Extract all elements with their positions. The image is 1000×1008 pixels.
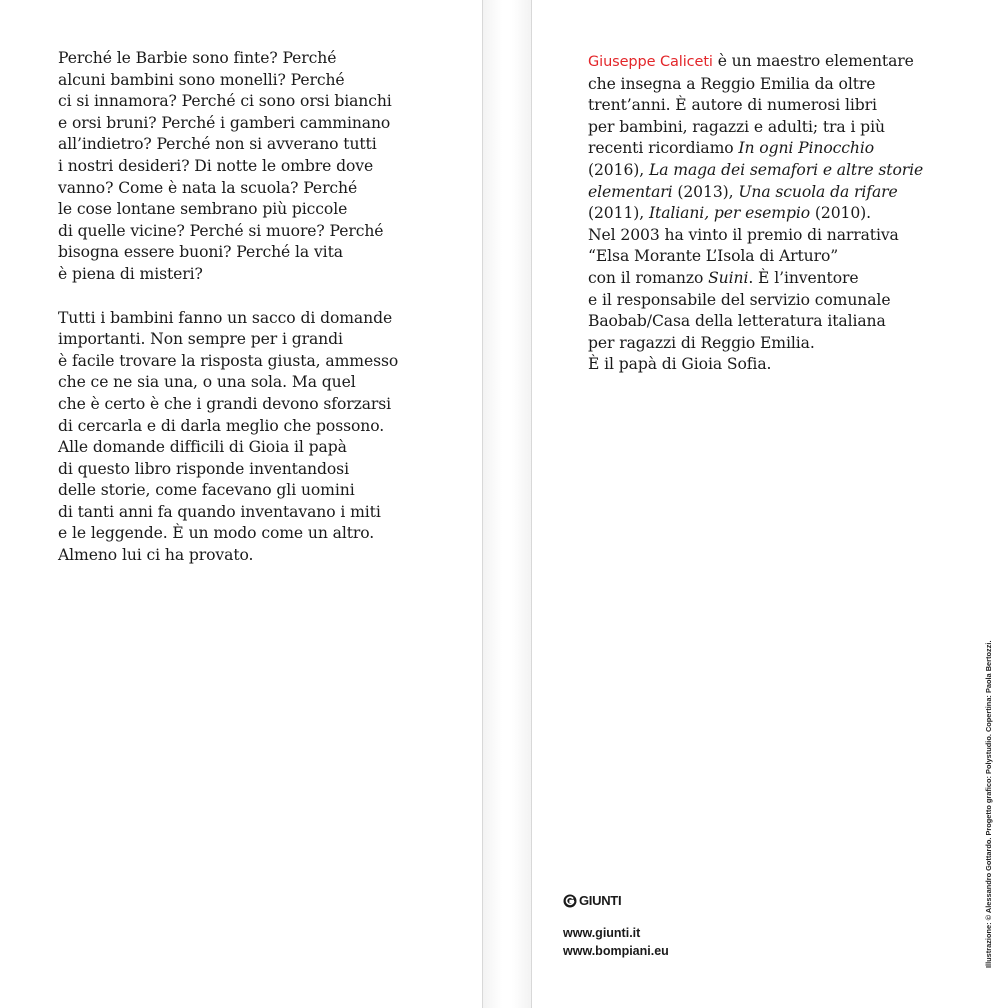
- bio-line: trent’anni. È autore di numerosi libri: [588, 96, 877, 115]
- bio-text: (2011),: [588, 204, 649, 223]
- paragraph-gap: [58, 286, 458, 308]
- text-line: e le leggende. È un modo come un altro.: [58, 524, 375, 543]
- bio-line: [588, 51, 988, 74]
- bio-line: “Elsa Morante L’Isola di Arturo”: [588, 247, 839, 266]
- blurb-paragraph-2: [58, 308, 458, 567]
- text-line: che ce ne sia una, o una sola. Ma quel: [58, 373, 356, 392]
- bio-text: (2013),: [672, 182, 739, 201]
- giunti-logo-icon: [563, 894, 577, 908]
- text-line: Almeno lui ci ha provato.: [58, 546, 254, 565]
- book-title: La maga dei semafori e altre storie: [648, 160, 924, 179]
- bio-line: [588, 268, 988, 290]
- bio-line: [588, 160, 988, 182]
- bio-text: è un maestro elementare: [712, 52, 914, 70]
- publisher-url-bompiani[interactable]: www.bompiani.eu: [563, 944, 669, 958]
- bio-text: recenti ricordiamo: [588, 139, 739, 158]
- bio-line: [588, 138, 988, 160]
- author-name: Giuseppe Caliceti: [588, 54, 713, 70]
- text-line: Perché le Barbie sono finte? Perché: [58, 49, 337, 67]
- bio-line: che insegna a Reggio Emilia da oltre: [588, 74, 876, 93]
- book-title: Suini: [708, 268, 749, 287]
- text-line: bisogna essere buoni? Perché la vita: [58, 243, 343, 262]
- bio-line: per bambini, ragazzi e adulti; tra i più: [588, 117, 885, 136]
- bio-text: . È l’inventore: [748, 268, 859, 287]
- book-spine-fold: [482, 0, 532, 1008]
- bio-text: (2016),: [588, 160, 649, 179]
- bio-line: Nel 2003 ha vinto il premio di narrativa: [588, 225, 899, 244]
- text-line: delle storie, come facevano gli uomini: [58, 481, 355, 500]
- publisher-name: GIUNTI: [579, 893, 622, 908]
- text-line: ci si innamora? Perché ci sono orsi bianchi: [58, 92, 392, 111]
- text-line: di quelle vicine? Perché si muore? Perché: [58, 221, 384, 240]
- author-biography: [588, 51, 988, 376]
- text-line: i nostri desideri? Di notte le ombre dove: [58, 156, 374, 175]
- text-line: alcuni bambini sono monelli? Perché: [58, 70, 345, 89]
- publisher-url-giunti[interactable]: www.giunti.it: [563, 926, 641, 940]
- publisher-block: [563, 893, 669, 960]
- bio-line: Baobab/Casa della letteratura italiana: [588, 312, 886, 331]
- text-line: all’indietro? Perché non si avverano tutti: [58, 135, 377, 154]
- text-line: di questo libro risponde inventandosi: [58, 459, 349, 478]
- text-line: le cose lontane sembrano più piccole: [58, 200, 348, 219]
- text-line: è facile trovare la risposta giusta, ammesso: [58, 351, 399, 370]
- blurb-paragraph-1: [58, 48, 458, 286]
- bio-line: e il responsabile del servizio comunale: [588, 290, 891, 309]
- bio-line: per ragazzi di Reggio Emilia.: [588, 333, 815, 352]
- book-title: elementari: [588, 182, 673, 201]
- book-title: Italiani, per esempio: [648, 204, 811, 223]
- text-line: è piena di misteri?: [58, 264, 203, 283]
- book-title: Una scuola da rifare: [738, 182, 898, 201]
- text-line: di cercarla e di darla meglio che possono.: [58, 416, 385, 435]
- text-line: di tanti anni fa quando inventavano i miti: [58, 502, 381, 521]
- text-line: vanno? Come è nata la scuola? Perché: [58, 178, 358, 197]
- bio-text: con il romanzo: [588, 268, 709, 287]
- image-credits: Illustrazione: © Alessandro Gottardo. Progetto grafico: Polystudio. Copertina: Paola Bertozzi.: [984, 640, 993, 968]
- text-line: Alle domande difficili di Gioia il papà: [58, 438, 347, 457]
- back-cover-blurb: [58, 48, 458, 567]
- bio-text: (2010).: [810, 204, 872, 223]
- bio-line: [588, 203, 988, 225]
- text-line: che è certo è che i grandi devono sforzarsi: [58, 394, 392, 413]
- bio-line: [588, 182, 988, 204]
- text-line: e orsi bruni? Perché i gamberi camminano: [58, 113, 391, 132]
- text-line: Tutti i bambini fanno un sacco di domande: [58, 308, 393, 327]
- book-title: In ogni Pinocchio: [738, 139, 875, 158]
- text-line: importanti. Non sempre per i grandi: [58, 330, 343, 349]
- publisher-logo: [563, 893, 669, 908]
- bio-line: È il papà di Gioia Sofia.: [588, 355, 772, 374]
